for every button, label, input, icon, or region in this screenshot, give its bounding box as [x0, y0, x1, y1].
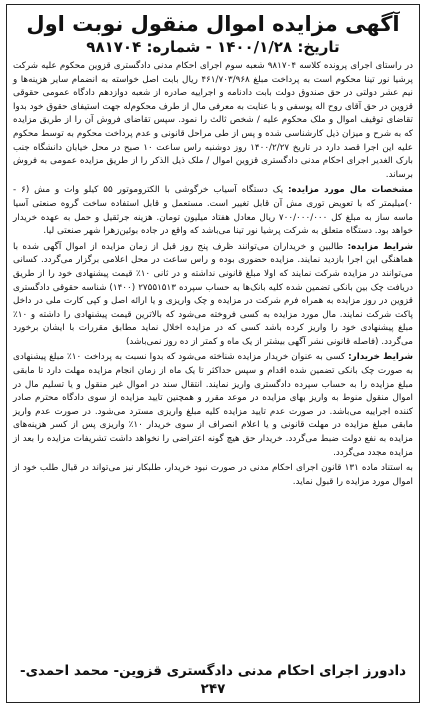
conditions-paragraph — [13, 241, 413, 350]
closing-paragraph: به استناد ماده ۱۳۱ قانون اجرای احکام مدنی در صورت نبود خریدار، طلبکار نیز می‌تواند در قبال طلب خود از اموال مورد مزایده را قبول نماید. — [13, 463, 413, 487]
intro-paragraph: در راستای اجرای پرونده کلاسه ۹۸۱۷۰۴ شعبه سوم اجرای احکام مدنی دادگستری قزوین محکوم علیه شرکت پرشیا نور تینا محکوم است به پرداخت مبلغ ۴۶۱/۷۰۳/۹۶۸ ریال بابت اصل خواسته به انضمام سایر هزینه‌ها و نیم عشر دولتی در حق صندوق دولت بابت دادنامه و اجراییه صادره از شعبه دوازدهم دادگاه عمومی حقوقی قزوین در حق آقای روح اله یوسفی و با عنایت به معرفی مال از طرف محکوم‌له جهت استیفای حقوق خود بدوا تقاضای توقیف اموال و ملک محکوم علیه / شخص ثالث را نمود. سپس تقاضای فروش آن را از طریق مزایده که به شرح و میزان ذیل کارشناسی شده و پس از طی مراحل قانونی و عدم پرداخت محکوم به توسط محکوم علیه این اجرا قصد دارد در تاریخ ۱۴۰۰/۲/۲۷ روز دوشنبه راس ساعت ۱۰ صبح در محل خیابان دانشگاه جنب بارک الغدیر اجرای احکام مدنی دادگستری قزوین اموال / ملک ذیل الذکر را از طریق مزایده عمومی به فروش برساند. — [13, 61, 413, 180]
legal-notice — [6, 4, 420, 703]
spec-label: مشخصات مال مورد مزایده: — [287, 185, 413, 196]
buyer-text: کسی به عنوان خریدار مزایده شناخته می‌شود که بدوا نسبت به پرداخت ۱۰٪ مبلغ پیشنهادی به صورت چک بانکی تضمین شده اقدام و سپس حداکثر تا یک ماه از زمان انجام مزایده مهلت دارد تا مابقی مبلغ مزایده را به حساب سپرده دادگستری واریز نمایند. انتقال سند در اموال غیر منقول و یا تسلیم مال در اموال منقول منوط به واریز بهای مزایده در موعد مقرر و همچنین تایید مزایده از سوی دادگاه محترم صادر کننده اجراییه می‌باشد. در صورت عدم تایید مزایده کلیه مبلغ واریزی مسترد می‌شود. در صورت عدم واریز مابقی مبلغ مزایده در مهلت قانونی و یا اعلام انصراف از سوی خریدار ۱۰٪ واریزی پس از کسر هزینه‌های مزایده به نفع دولت ضبط می‌گردد. خریدار حق هیچ گونه اعتراضی را نخواهد داشت تشریفات مزایده را بعد از مزایده مجدد می‌گردد. — [13, 352, 413, 458]
conditions-label: شرایط مزایده: — [347, 241, 414, 252]
buyer-paragraph — [13, 351, 413, 460]
spec-text: یک دستگاه آسیاب خرگوشی با الکتروموتور ۵۵ کیلو وات و مش (۶ - ۰)میلیمتر که با تعویض توری مش آن قابل تغییر است. مستعمل و قابل استفاده ساخت گروه صنعتی آسیا ماسه ساز به مبلغ کل ۷۰۰/۰۰۰/۰۰۰ ریال معادل هفتاد میلیون تومان. هزینه جرثقیل و حمل به عهده خریدار خواهد بود. دستگاه متعلق به شرکت پرشیا نور تینا می‌باشد که واقع در جاده بوئین‌زهرا شهر صنعتی لیا. — [13, 185, 413, 237]
notice-date-number: تاریخ: ۱۴۰۰/۱/۲۸ - شماره: ۹۸۱۷۰۴ — [86, 38, 340, 56]
buyer-label: شرایط خریدار: — [348, 352, 414, 363]
conditions-text: طالبین و خریداران می‌توانند ظرف پنج روز قبل از زمان مزایده از اموال آگهی شده با هماهنگی این اجرا بازدید نمایند. مزایده حضوری بوده و راس ساعت در محل اعلامی برگزار می‌گردد. کسانی می‌توانند در مزایده شرکت نمایند که اولا مبلغ قانونی نداشته و در ثانی ۱۰٪ قیمت پیشنهادی خود را از طریق دریافت چک بین بانکی تضمین شده کلیه بانک‌ها به حساب سپرده ۲۷۵۵۱۵۱۳ (۱۴۰۰) شناسه حقوقی دادگستری قزوین در روز مزایده به همراه فرم شرکت در مزایده و چک واریزی و یا ارائه اصل و کپی کارت ملی در داخل پاکت شرکت نمایند. مال مورد مزایده به کسی فروخته می‌شود که بالاترین قیمت پیشنهادی را داشته و ۱۰٪ مبلغ پیشنهادی خود را واریز کرده باشد کسی که در مزایده اخلال نماید مطابق مقررات با ایشان برخورد می‌گردد. (فاصله قانونی نشر آگهی بیشتر از یک ماه و کمتر از ده روز نمی‌باشد) — [13, 241, 413, 347]
notice-signature: دادورز اجرای احکام مدنی دادگستری قزوین- محمد احمدی- ۲۴۷ — [19, 663, 407, 697]
spec-paragraph — [13, 184, 413, 238]
notice-title: آگهی مزایده اموال منقول نوبت اول — [26, 12, 400, 36]
notice-body — [7, 60, 419, 489]
